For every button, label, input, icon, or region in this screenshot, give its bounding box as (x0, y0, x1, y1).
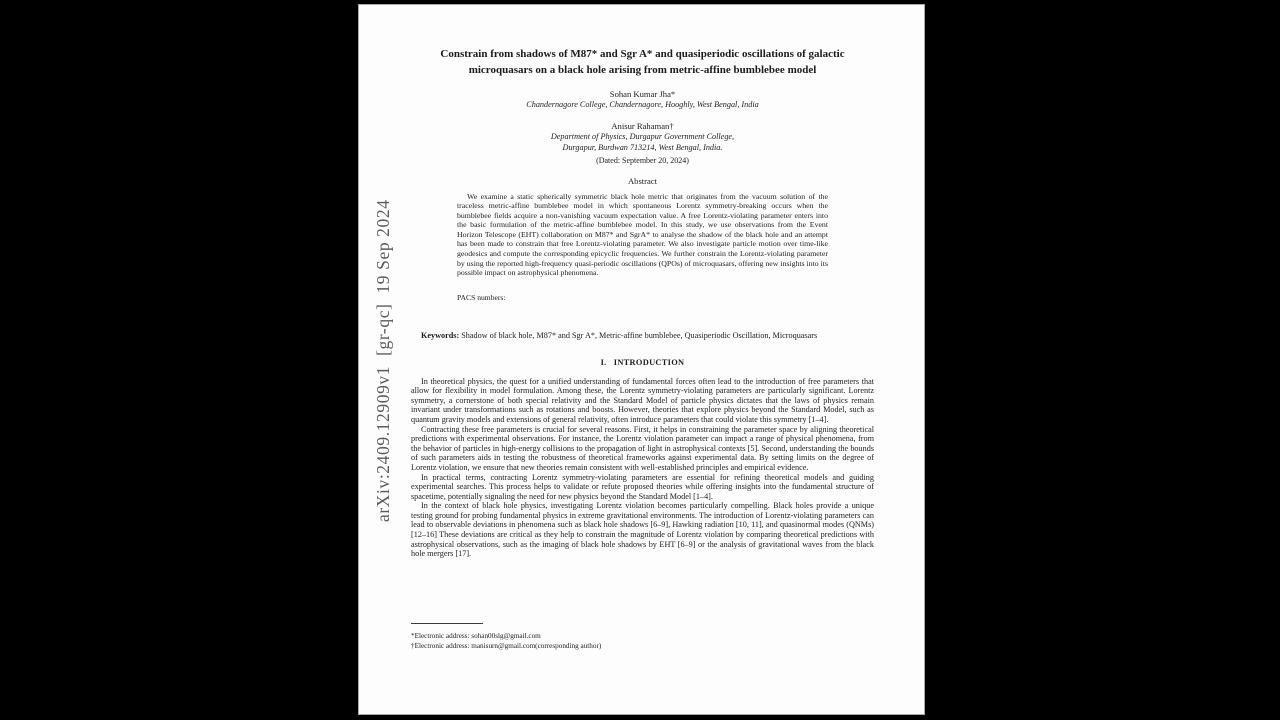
introduction-section (411, 377, 874, 559)
abstract-heading: Abstract (627, 175, 658, 186)
arxiv-watermark: arXiv:2409.12909v1 [gr-qc] 19 Sep 2024 (373, 199, 393, 522)
footnote-block (411, 623, 874, 651)
abstract-text: We examine a static spherically symmetric black hole metric that originates from the vacuum solution of the traceless metric-affine bumblebee model in which spontaneous Lorentz symmetry-breaking occurs when the bumblebee fields acquire a non-vanishing vacuum expectation value. A free Lorentz-violating parameter enters into the basic formulation of the metric-affine bumblebee model. In this study, we use observations from the Event Horizon Telescope (EHT) collaboration on M87* and SgrA* to analyse the shadow of the black hole and an attempt has been made to constrain that free Lorentz-violating parameter. We also investigate particle motion over time-like geodesics and compute the corresponding epicyclic frequencies. We further constrain the Lorentz-violating parameter by using the reported high-frequency quasi-periodic oscillations (QPOs) of microquasars, offering new insights into its possible impact on astrophysical phenomena. (457, 191, 828, 278)
intro-paragraph: Contracting these free parameters is crucial for several reasons. First, it helps in constraining the parameter space by aligning theoretical predictions with experimental observations. For instance, the Lorentz violation parameter can impact a range of physical phenomena, from the behavior of particles in high-energy collisions to the propagation of light in astrophysical contexts [5]. Second, understanding the bounds of such parameters aids in testing the robustness of theoretical frameworks against experimental data. By setting limits on the degree of Lorentz violation, we ensure that new theories remain consistent with well-established principles and empirical evidence. (411, 424, 874, 472)
keywords-text: Shadow of black hole, M87* and Sgr A*, Metric-affine bumblebee, Quasiperiodic Oscillation, Microquasars (459, 330, 818, 340)
author-2-affiliation-line2: Durgapur, Burdwan 713214, West Bengal, India. (562, 142, 723, 152)
keywords-line (411, 331, 874, 341)
pdf-page (358, 4, 925, 715)
section-heading-introduction: I. INTRODUCTION (600, 357, 685, 367)
author-1-affiliation: Chandernagore College, Chandernagore, Hooghly, West Bengal, India (526, 100, 759, 110)
author-2-affiliation-line1: Department of Physics, Durgapur Government College, (550, 132, 735, 142)
dated-line: (Dated: September 20, 2024) (596, 155, 689, 165)
footnote-email-2: †Electronic address: manisurn@gmail.com(corresponding author) (411, 642, 602, 651)
keywords-label: Keywords: (421, 330, 460, 340)
intro-paragraph: In practical terms, contracting Lorentz symmetry-violating parameters are essential for refining theoretical models and guiding experimental searches. This process helps to validate or refute proposed theories while offering insights into the fundamental structure of spacetime, potentially signaling the need for new physics beyond the Standard Model [1–4]. (411, 472, 874, 501)
intro-paragraph: In the context of black hole physics, investigating Lorentz violation becomes particularly compelling. Black holes provide a unique testing ground for probing fundamental physics in extreme gravitational environments. The introduction of Lorentz-violating parameters can lead to observable deviations in phenomena such as black hole shadows [6–9], Hawking radiation [10, 11], and quasinormal modes (QNMs)[12–16] These deviations are critical as they help to constrain the magnitude of Lorentz violation by comparing theoretical predictions with astrophysical observations, such as the imaging of black hole shadows by EHT [6–9] or the analysis of gravitational waves from the black hole mergers [17]. (411, 501, 874, 559)
author-2-name: Anisur Rahaman† (611, 121, 674, 132)
paper-title: Constrain from shadows of M87* and Sgr A* and quasiperiodic oscillations of galactic microquasars on a black hole arising from metric-affine bumblebee model (440, 48, 845, 76)
page-content (411, 5, 874, 559)
author-1-name: Sohan Kumar Jha* (609, 89, 676, 100)
footnote-email-1: *Electronic address: sohan00slg@gmail.com (411, 632, 541, 640)
intro-paragraph: In theoretical physics, the quest for a unified understanding of fundamental forces often lead to the introduction of free parameters that allow for flexibility in model formulation. Among these, the Lorentz symmetry-violating parameters are particularly significant. Lorentz symmetry, a cornerstone of both special relativity and the Standard Model of particle physics dictates that the laws of physics remain invariant under transformations such as rotations and boosts. However, theories that explore physics beyond the Standard Model, such as quantum gravity models and extensions of general relativity, often introduce parameters that could violate this symmetry [1–4]. (411, 376, 874, 424)
pacs-line: PACS numbers: (457, 292, 506, 302)
footnote-rule (411, 623, 483, 624)
